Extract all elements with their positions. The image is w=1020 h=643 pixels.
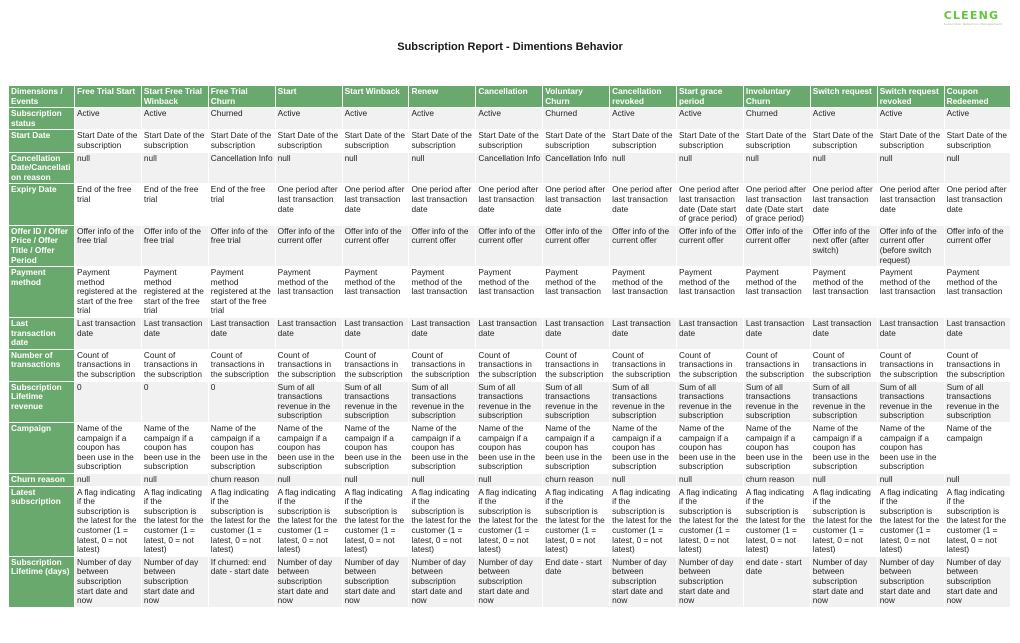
table-cell: Active — [141, 108, 208, 130]
table-cell: null — [610, 473, 677, 486]
table-cell: A flag indicating if the subscription is the latest for the customer (1 = latest, 0 = not latest) — [409, 486, 476, 556]
table-cell: Payment method of the last transaction — [476, 267, 543, 318]
table-cell: Name of the campaign if a coupon has been use in the subscription — [677, 423, 744, 474]
row-header: Start Date — [9, 130, 75, 152]
table-cell: Payment method registered at the start of the free trial — [75, 267, 142, 318]
table-cell: Start Date of the subscription — [944, 130, 1011, 152]
table-cell: Name of the campaign if a coupon has been use in the subscription — [810, 423, 877, 474]
table-cell: null — [141, 152, 208, 184]
table-cell: A flag indicating if the subscription is the latest for the customer (1 = latest, 0 = not latest) — [75, 486, 142, 556]
table-cell: Payment method of the last transaction — [677, 267, 744, 318]
table-cell: Number of day between subscription start date and now — [409, 556, 476, 607]
table-cell: Payment method of the last transaction — [543, 267, 610, 318]
table-cell: Active — [75, 108, 142, 130]
table-cell: null — [877, 152, 944, 184]
row-header: Subscription status — [9, 108, 75, 130]
table-cell: Start Date of the subscription — [275, 130, 342, 152]
table-cell: Name of the campaign if a coupon has been use in the subscription — [543, 423, 610, 474]
table-cell: Start Date of the subscription — [677, 130, 744, 152]
row-header: Subscription Lifetime revenue — [9, 381, 75, 422]
table-cell: Active — [610, 108, 677, 130]
table-cell: Count of transactions in the subscription — [409, 349, 476, 381]
table-cell: null — [476, 473, 543, 486]
table-cell: Last transaction date — [342, 318, 409, 350]
table-row — [9, 423, 1011, 474]
table-cell: Offer info of the current offer — [342, 225, 409, 266]
table-cell: Last transaction date — [677, 318, 744, 350]
header-corner: Dimensions / Events — [9, 86, 75, 108]
table-cell: null — [677, 473, 744, 486]
table-cell: One period after last transaction date — [810, 184, 877, 225]
table-cell: Sum of all transactions revenue in the subscription — [743, 381, 810, 422]
table-cell: Sum of all transactions revenue in the subscription — [877, 381, 944, 422]
table-cell: Payment method of the last transaction — [409, 267, 476, 318]
table-cell: Last transaction date — [810, 318, 877, 350]
table-cell: Number of day between subscription start date and now — [810, 556, 877, 607]
table-cell: Number of day between subscription start date and now — [275, 556, 342, 607]
table-cell: churn reason — [208, 473, 275, 486]
column-header: Free Trial Start — [75, 86, 142, 108]
table-cell: Offer info of the current offer — [543, 225, 610, 266]
table-cell: Cancellation Info — [208, 152, 275, 184]
column-header: Switch request — [810, 86, 877, 108]
table-cell: null — [677, 152, 744, 184]
table-cell: Number of day between subscription start date and now — [476, 556, 543, 607]
table-row — [9, 556, 1011, 607]
table-cell: Last transaction date — [944, 318, 1011, 350]
table-cell: null — [810, 152, 877, 184]
logo-text: CLEENG — [943, 9, 1000, 22]
table-cell: A flag indicating if the subscription is the latest for the customer (1 = latest, 0 = not latest) — [944, 486, 1011, 556]
table-cell: Payment method of the last transaction — [610, 267, 677, 318]
table-cell: One period after last transaction date — [877, 184, 944, 225]
table-cell: null — [75, 152, 142, 184]
table-cell: null — [342, 473, 409, 486]
row-header: Expiry Date — [9, 184, 75, 225]
table-cell: Name of the campaign if a coupon has been use in the subscription — [409, 423, 476, 474]
table-cell: Active — [476, 108, 543, 130]
table-cell: Last transaction date — [610, 318, 677, 350]
table-cell: Offer info of the free trial — [141, 225, 208, 266]
table-cell: Count of transactions in the subscription — [141, 349, 208, 381]
table-cell: end date - start date — [743, 556, 810, 607]
table-cell: Count of transactions in the subscription — [75, 349, 142, 381]
table-cell: A flag indicating if the subscription is the latest for the customer (1 = latest, 0 = not latest) — [208, 486, 275, 556]
column-header: Free Trial Churn — [208, 86, 275, 108]
table-cell: null — [141, 473, 208, 486]
table-cell: Active — [944, 108, 1011, 130]
table-cell: Churned — [743, 108, 810, 130]
table-cell: Last transaction date — [75, 318, 142, 350]
table-cell: null — [743, 152, 810, 184]
table-cell: One period after last transaction date — [543, 184, 610, 225]
table-cell: Churned — [208, 108, 275, 130]
table-cell: Last transaction date — [543, 318, 610, 350]
table-cell: Number of day between subscription start date and now — [677, 556, 744, 607]
row-header: Subscription Lifetime (days) — [9, 556, 75, 607]
column-header: Coupon Redeemed — [944, 86, 1011, 108]
table-cell: Sum of all transactions revenue in the subscription — [543, 381, 610, 422]
table-cell: Cancellation Info — [476, 152, 543, 184]
row-header: Last transaction date — [9, 318, 75, 350]
table-cell: Start Date of the subscription — [208, 130, 275, 152]
table-row — [9, 184, 1011, 225]
table-cell: Count of transactions in the subscription — [610, 349, 677, 381]
table-cell: null — [810, 473, 877, 486]
table-cell: Start Date of the subscription — [743, 130, 810, 152]
table-cell: Offer info of the current offer — [476, 225, 543, 266]
column-header: Voluntary Churn — [543, 86, 610, 108]
table-cell: A flag indicating if the subscription is the latest for the customer (1 = latest, 0 = not latest) — [543, 486, 610, 556]
table-cell: Name of the campaign if a coupon has been use in the subscription — [610, 423, 677, 474]
table-cell: Last transaction date — [141, 318, 208, 350]
table-cell: Offer info of the free trial — [75, 225, 142, 266]
dimensions-behavior-table — [8, 85, 1011, 608]
table-cell: Start Date of the subscription — [877, 130, 944, 152]
table-cell: Count of transactions in the subscription — [543, 349, 610, 381]
table-cell: Active — [275, 108, 342, 130]
table-cell: Name of the campaign if a coupon has been use in the subscription — [141, 423, 208, 474]
table-cell: Active — [342, 108, 409, 130]
table-cell: Offer info of the current offer — [275, 225, 342, 266]
table-cell: One period after last transaction date (Date start of grace period) — [743, 184, 810, 225]
table-cell: Number of day between subscription start date and now — [944, 556, 1011, 607]
table-cell: churn reason — [543, 473, 610, 486]
table-cell: null — [944, 473, 1011, 486]
table-cell: null — [610, 152, 677, 184]
table-cell: Start Date of the subscription — [810, 130, 877, 152]
table-cell: Name of the campaign if a coupon has been use in the subscription — [877, 423, 944, 474]
table-cell: A flag indicating if the subscription is the latest for the customer (1 = latest, 0 = not latest) — [810, 486, 877, 556]
row-header: Campaign — [9, 423, 75, 474]
table-cell: Start Date of the subscription — [543, 130, 610, 152]
table-cell: Number of day between subscription start date and now — [610, 556, 677, 607]
table-cell: Offer info of the current offer — [743, 225, 810, 266]
table-cell: Payment method registered at the start of the free trial — [208, 267, 275, 318]
table-cell: One period after last transaction date — [342, 184, 409, 225]
table-cell: 0 — [75, 381, 142, 422]
table-cell: Active — [677, 108, 744, 130]
table-cell: Name of the campaign if a coupon has been use in the subscription — [275, 423, 342, 474]
table-cell: null — [944, 152, 1011, 184]
table-cell: Name of the campaign if a coupon has been use in the subscription — [743, 423, 810, 474]
column-header: Cancellation revoked — [610, 86, 677, 108]
table-cell: 0 — [141, 381, 208, 422]
table-cell: A flag indicating if the subscription is the latest for the customer (1 = latest, 0 = not latest) — [275, 486, 342, 556]
table-cell: Active — [877, 108, 944, 130]
table-cell: A flag indicating if the subscription is the latest for the customer (1 = latest, 0 = not latest) — [677, 486, 744, 556]
logo-tagline: Subscriber Retention Management — [943, 22, 1002, 26]
table-cell: End of the free trial — [75, 184, 142, 225]
table-cell: Start Date of the subscription — [476, 130, 543, 152]
table-cell: Last transaction date — [877, 318, 944, 350]
table-cell: Payment method of the last transaction — [275, 267, 342, 318]
table-cell: Last transaction date — [208, 318, 275, 350]
table-cell: Count of transactions in the subscription — [877, 349, 944, 381]
table-cell: Count of transactions in the subscription — [208, 349, 275, 381]
table-row — [9, 349, 1011, 381]
table-cell: A flag indicating if the subscription is the latest for the customer (1 = latest, 0 = not latest) — [476, 486, 543, 556]
table-cell: null — [275, 473, 342, 486]
table-cell: Sum of all transactions revenue in the subscription — [610, 381, 677, 422]
table-cell: Offer info of the current offer — [610, 225, 677, 266]
table-cell: Start Date of the subscription — [409, 130, 476, 152]
table-cell: Sum of all transactions revenue in the subscription — [476, 381, 543, 422]
table-row — [9, 108, 1011, 130]
table-cell: Name of the campaign if a coupon has been use in the subscription — [75, 423, 142, 474]
table-cell: null — [409, 473, 476, 486]
table-cell: Offer info of the current offer (before switch request) — [877, 225, 944, 266]
row-header: Churn reason — [9, 473, 75, 486]
table-cell: Count of transactions in the subscription — [810, 349, 877, 381]
table-cell: One period after last transaction date — [409, 184, 476, 225]
table-cell: A flag indicating if the subscription is the latest for the customer (1 = latest, 0 = not latest) — [141, 486, 208, 556]
table-row — [9, 318, 1011, 350]
table-cell: End of the free trial — [208, 184, 275, 225]
page-title: Subscription Report - Dimentions Behavior — [397, 41, 623, 53]
table-cell: Count of transactions in the subscription — [677, 349, 744, 381]
table-cell: Count of transactions in the subscription — [944, 349, 1011, 381]
table-row — [9, 152, 1011, 184]
table-cell: Start Date of the subscription — [141, 130, 208, 152]
table-cell: Count of transactions in the subscription — [743, 349, 810, 381]
table-cell: End date - start date — [543, 556, 610, 607]
table-cell: Payment method of the last transaction — [810, 267, 877, 318]
table-cell: End of the free trial — [141, 184, 208, 225]
table-cell: Name of the campaign if a coupon has been use in the subscription — [342, 423, 409, 474]
table-cell: Offer info of the next offer (after switch) — [810, 225, 877, 266]
table-cell: Sum of all transactions revenue in the subscription — [275, 381, 342, 422]
table-cell: Offer info of the free trial — [208, 225, 275, 266]
table-cell: Number of day between subscription start date and now — [877, 556, 944, 607]
column-header: Cancellation — [476, 86, 543, 108]
table-cell: Active — [810, 108, 877, 130]
column-header: Start Winback — [342, 86, 409, 108]
table-cell: Start Date of the subscription — [610, 130, 677, 152]
table-row — [9, 381, 1011, 422]
column-header: Start grace period — [677, 86, 744, 108]
row-header: Cancellation Date/Cancellation reason — [9, 152, 75, 184]
cleeng-logo — [944, 10, 1002, 26]
table-cell: One period after last transaction date (Date start of grace period) — [677, 184, 744, 225]
table-cell: Number of day between subscription start date and now — [342, 556, 409, 607]
row-header: Latest subscription — [9, 486, 75, 556]
table-cell: Sum of all transactions revenue in the subscription — [342, 381, 409, 422]
table-cell: null — [342, 152, 409, 184]
table-cell: Cancellation Info — [543, 152, 610, 184]
row-header: Offer ID / Offer Price / Offer Title / Offer Period — [9, 225, 75, 266]
column-header: Renew — [409, 86, 476, 108]
table-cell: A flag indicating if the subscription is the latest for the customer (1 = latest, 0 = not latest) — [743, 486, 810, 556]
table-cell: Name of the campaign if a coupon has been use in the subscription — [476, 423, 543, 474]
table-cell: If churned: end date - start date — [208, 556, 275, 607]
table-cell: Sum of all transactions revenue in the subscription — [810, 381, 877, 422]
table-cell: Name of the campaign if a coupon has been use in the subscription — [208, 423, 275, 474]
table-cell: Start Date of the subscription — [75, 130, 142, 152]
table-row — [9, 473, 1011, 486]
table-cell: Active — [409, 108, 476, 130]
table-cell: Sum of all transactions revenue in the subscription — [409, 381, 476, 422]
table-cell: Churned — [543, 108, 610, 130]
table-cell: null — [75, 473, 142, 486]
table-row — [9, 130, 1011, 152]
table-cell: Payment method of the last transaction — [944, 267, 1011, 318]
table-cell: Name of the campaign — [944, 423, 1011, 474]
table-cell: A flag indicating if the subscription is the latest for the customer (1 = latest, 0 = not latest) — [877, 486, 944, 556]
table-cell: Count of transactions in the subscription — [275, 349, 342, 381]
table-cell: Number of day between subscription start date and now — [141, 556, 208, 607]
row-header: Number of transactions — [9, 349, 75, 381]
table-cell: A flag indicating if the subscription is the latest for the customer (1 = latest, 0 = not latest) — [342, 486, 409, 556]
table-cell: Offer info of the current offer — [677, 225, 744, 266]
table-cell: One period after last transaction date — [944, 184, 1011, 225]
table-cell: A flag indicating if the subscription is the latest for the customer (1 = latest, 0 = not latest) — [610, 486, 677, 556]
row-header: Payment method — [9, 267, 75, 318]
table-cell: 0 — [208, 381, 275, 422]
column-header: Start — [275, 86, 342, 108]
table-cell: Offer info of the current offer — [944, 225, 1011, 266]
table-row — [9, 225, 1011, 266]
table-cell: churn reason — [743, 473, 810, 486]
table-cell: null — [409, 152, 476, 184]
table-cell: Last transaction date — [409, 318, 476, 350]
table-cell: Payment method of the last transaction — [877, 267, 944, 318]
table-row — [9, 267, 1011, 318]
table-cell: Sum of all transactions revenue in the subscription — [944, 381, 1011, 422]
table-cell: Count of transactions in the subscription — [476, 349, 543, 381]
table-cell: Count of transactions in the subscription — [342, 349, 409, 381]
table-cell: Last transaction date — [476, 318, 543, 350]
table-cell: Payment method registered at the start of the free trial — [141, 267, 208, 318]
column-header: Start Free Trial Winback — [141, 86, 208, 108]
table-cell: One period after last transaction date — [275, 184, 342, 225]
table-cell: Payment method of the last transaction — [342, 267, 409, 318]
table-cell: Start Date of the subscription — [342, 130, 409, 152]
table-row — [9, 486, 1011, 556]
column-header: Involuntary Churn — [743, 86, 810, 108]
table-cell: Number of day between subscription start date and now — [75, 556, 142, 607]
column-header: Switch request revoked — [877, 86, 944, 108]
table-cell: Last transaction date — [743, 318, 810, 350]
table-cell: Sum of all transactions revenue in the subscription — [677, 381, 744, 422]
table-cell: Offer info of the current offer — [409, 225, 476, 266]
table-header-row — [9, 86, 1011, 108]
table-cell: null — [275, 152, 342, 184]
table-cell: Payment method of the last transaction — [743, 267, 810, 318]
table-cell: null — [877, 473, 944, 486]
table-cell: Last transaction date — [275, 318, 342, 350]
table-cell: One period after last transaction date — [610, 184, 677, 225]
table-cell: One period after last transaction date — [476, 184, 543, 225]
